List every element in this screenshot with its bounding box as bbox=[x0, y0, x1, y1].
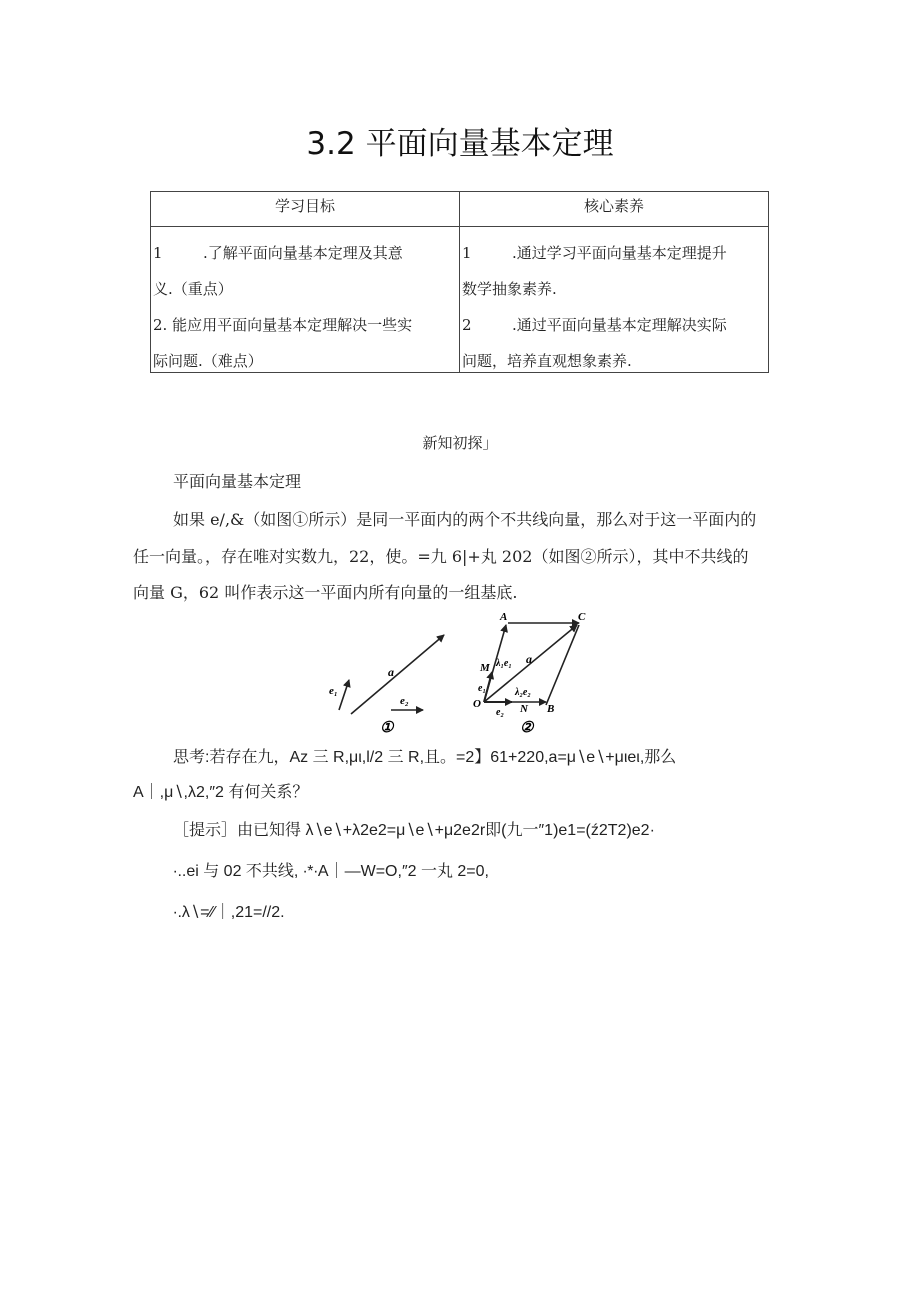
core-literacy-cell bbox=[462, 235, 766, 379]
hint-line-3: ∙.λ∖=∕∕｜,21=//2. bbox=[173, 904, 285, 921]
definition-line-1: 如果 e/,&（如图①所示）是同一平面内的两个不共线向量，那么对于这一平面内的 bbox=[173, 510, 757, 529]
figure-1-caption: ① bbox=[380, 720, 394, 736]
table-line bbox=[153, 271, 453, 307]
table-divider-horizontal bbox=[151, 226, 768, 227]
point-o-label: O bbox=[473, 698, 481, 710]
table-line bbox=[153, 343, 453, 379]
figure-2 bbox=[473, 611, 586, 736]
subheading: 平面向量基本定理 bbox=[173, 472, 302, 491]
learning-goals-cell bbox=[153, 235, 453, 379]
figure-2-caption: ② bbox=[520, 720, 534, 736]
e1-label: e₁ bbox=[478, 683, 486, 694]
hint-line-2: ∙..ei 与 02 不共线, ∙*∙A｜—W=O,″2 一丸 2=0, bbox=[173, 863, 489, 880]
think-question-line-2: A｜,μ∖,λ2,″2 有何关系？ bbox=[133, 784, 309, 801]
table-header-learning-goals: 学习目标 bbox=[274, 197, 335, 215]
figure-1 bbox=[329, 635, 444, 736]
table-line-text: 2. 能应用平面向量基本定理解决一些实 bbox=[153, 316, 413, 334]
e2-label: e₂ bbox=[400, 695, 409, 707]
definition-line-2: 任一向量。，存在唯对实数九，22，使。=九 6|+丸 202（如图②所示），其中不共线的 bbox=[133, 547, 749, 566]
e1-label: e₁ bbox=[329, 685, 338, 697]
point-m-label: M bbox=[480, 662, 490, 674]
table-header-core-literacy: 核心素养 bbox=[583, 197, 644, 215]
a-label: a bbox=[388, 665, 394, 679]
table-line-text: 际问题.（难点） bbox=[153, 352, 263, 370]
e2-label: e₂ bbox=[496, 707, 504, 718]
table-line bbox=[153, 307, 453, 343]
a-vector-arrow bbox=[351, 635, 444, 714]
objectives-table bbox=[150, 191, 769, 373]
point-b-label: B bbox=[547, 703, 555, 715]
item-number: 1 bbox=[153, 244, 163, 262]
section-heading: 新知初探」 bbox=[422, 434, 498, 452]
e1-vector-arrow bbox=[339, 680, 349, 710]
table-line bbox=[462, 307, 766, 343]
table-line-text: .通过学习平面向量基本定理提升 bbox=[512, 244, 727, 262]
point-a-label: A bbox=[500, 611, 508, 623]
table-line-text: .了解平面向量基本定理及其意 bbox=[203, 244, 403, 262]
table-line bbox=[153, 235, 453, 271]
lambda2-e2-label: λ₂e₂ bbox=[515, 687, 531, 698]
lambda1-e1-label: λ₁e₁ bbox=[496, 658, 512, 669]
vector-figure bbox=[320, 608, 600, 738]
table-line-text: 问题，培养直观想象素养. bbox=[462, 352, 632, 370]
table-line-text: .通过平面向量基本定理解决实际 bbox=[512, 316, 727, 334]
think-question-line-1: 思考:若存在九，Az 三 R,μι,l/2 三 R,且。=2】61+220,a=μ∖e∖+μιeι,那么 bbox=[173, 749, 677, 766]
table-line bbox=[462, 271, 766, 307]
table-divider-vertical bbox=[459, 192, 460, 372]
page-title: 3.2 平面向量基本定理 bbox=[306, 126, 614, 162]
table-line-text: 数学抽象素养. bbox=[462, 280, 557, 298]
point-c-label: C bbox=[578, 611, 586, 623]
point-n-label: N bbox=[520, 703, 528, 715]
table-line bbox=[462, 235, 766, 271]
definition-line-3: 向量 G，62 叫作表示这一平面内所有向量的一组基底. bbox=[133, 583, 518, 602]
item-number: 1 bbox=[462, 244, 472, 262]
a-label: a bbox=[526, 652, 532, 666]
table-line bbox=[462, 343, 766, 379]
hint-line-1: ［提示］由已知得 λ∖e∖+λ2e2=μ∖e∖+μ2e2r即(九一″1)e1=(ź2T2)e2· bbox=[173, 822, 655, 839]
item-number: 2 bbox=[462, 316, 472, 334]
table-line-text: 义.（重点） bbox=[153, 280, 233, 298]
